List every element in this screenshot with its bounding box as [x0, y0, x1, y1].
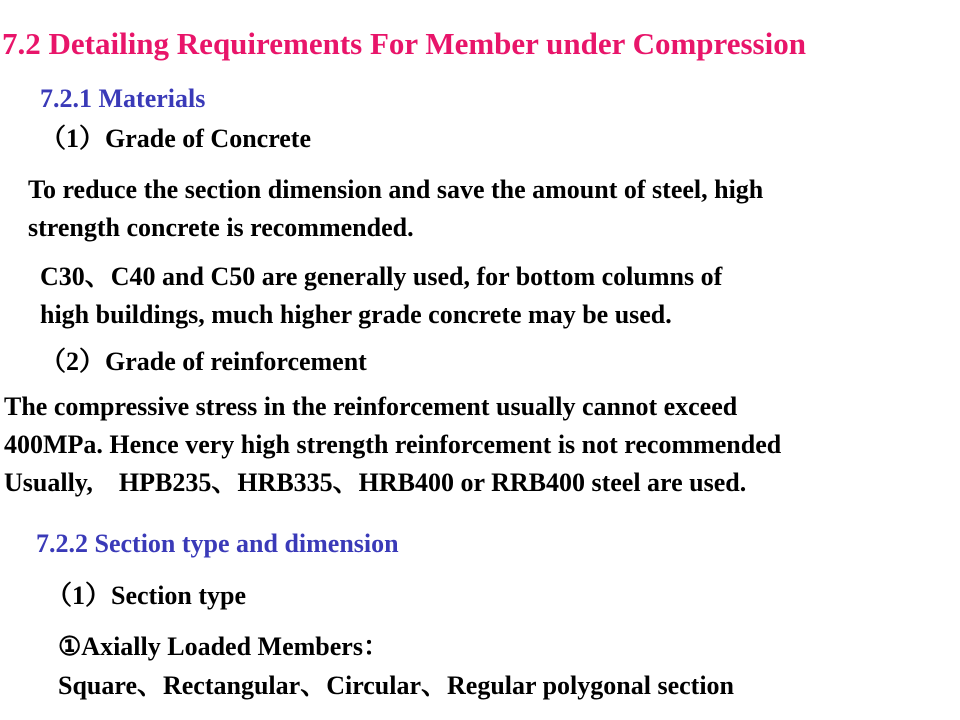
section-heading-section-type-and-dimension: 7.2.2 Section type and dimension	[36, 529, 399, 558]
subheading-grade-of-concrete: （1）Grade of Concrete	[40, 124, 312, 153]
paragraph-line: 400MPa. Hence very high strength reinforcement is not recommended	[4, 430, 782, 459]
paragraph-line: C30、C40 and C50 are generally used, for bottom columns of	[40, 262, 723, 291]
subheading-section-type: （1）Section type	[46, 581, 247, 610]
list-item-section-shapes: Square、Rectangular、Circular、Regular polygonal section	[58, 671, 735, 700]
paragraph-line: Usually, HPB235、HRB335、HRB400 or RRB400 steel are used.	[4, 468, 747, 497]
page-title: 7.2 Detailing Requirements For Member under Compression	[2, 26, 806, 61]
paragraph-line: high buildings, much higher grade concrete may be used.	[40, 300, 672, 329]
section-heading-materials: 7.2.1 Materials	[40, 84, 206, 113]
paragraph-line: The compressive stress in the reinforcement usually cannot exceed	[4, 392, 738, 421]
list-item-axially-loaded-members: ①Axially Loaded Members：	[58, 632, 389, 661]
paragraph-line: To reduce the section dimension and save the amount of steel, high	[28, 175, 764, 204]
paragraph-line: strength concrete is recommended.	[28, 213, 414, 242]
subheading-grade-of-reinforcement: （2）Grade of reinforcement	[40, 347, 367, 376]
